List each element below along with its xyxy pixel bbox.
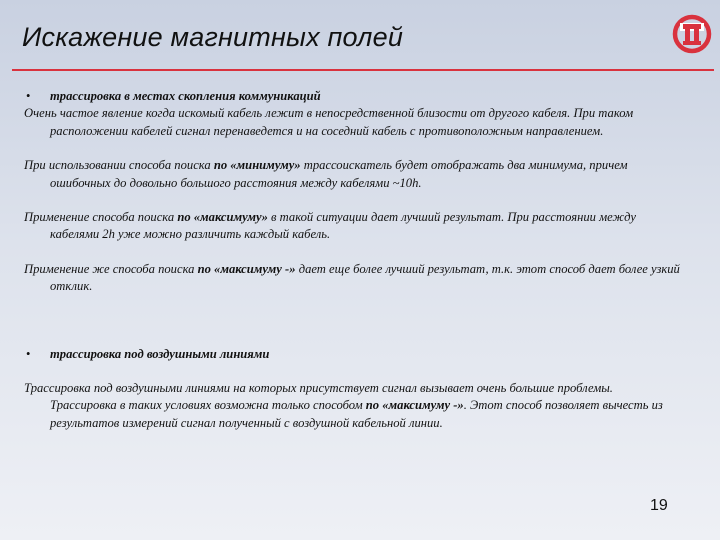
- paragraph-3: Применение способа поиска по «максимуму» в такой ситуации дает лучший результат. При расстоянии между кабелями 2h уже можно различить каждый кабель.: [24, 210, 636, 242]
- paragraph-4: Применение же способа поиска по «максимуму -» дает еще более лучший результат, т.к. этот способ дает более узкий отклик.: [24, 261, 680, 294]
- bullet-icon: •: [26, 346, 31, 361]
- slide-title: Искажение магнитных полей: [22, 22, 404, 52]
- company-logo-icon: [670, 12, 714, 56]
- page-number: 19: [650, 497, 668, 514]
- paragraph-1: Очень частое явление когда искомый кабель лежит в непосредственной близости от другого кабеля. При таком расположении кабелей сигнал перенаведется и на соседний кабель с противоположным направлением.: [24, 106, 634, 138]
- slide-body: [24, 88, 680, 432]
- bullet-heading-communications: • трассировка в местах скопления коммуникаций: [24, 88, 680, 105]
- paragraph-2: При использовании способа поиска по «минимуму» трассоискатель будет отображать два минимума, причем ошибочных до довольно большого расстояния между кабелями ~10h.: [24, 158, 628, 190]
- paragraph-5: Трассировка под воздушными линиями на которых присутствует сигнал вызывает очень большие проблемы. Трассировка в таких условиях возможна только способом по «максимуму -». Этот способ позволяет вычесть из результатов измерений сигнал полученный с воздушной кабельной линии.: [24, 381, 663, 430]
- title-divider: [12, 69, 714, 71]
- bullet-heading-overhead-lines: • трассировка под воздушными линиями: [24, 346, 680, 363]
- bullet-icon: •: [26, 89, 31, 103]
